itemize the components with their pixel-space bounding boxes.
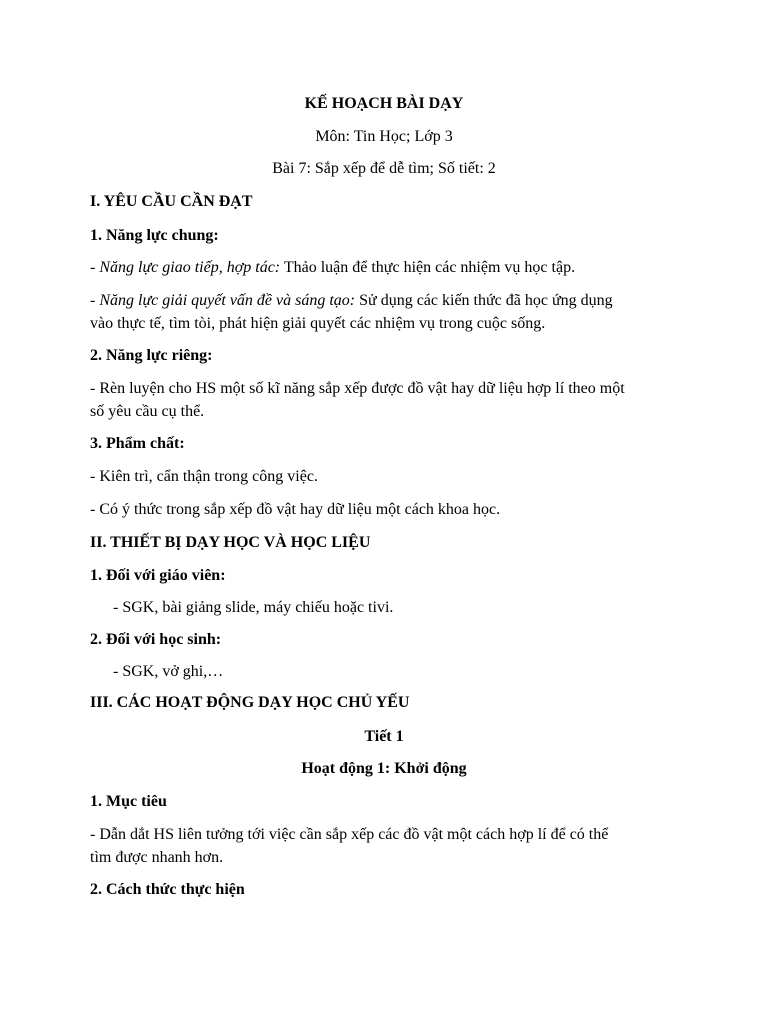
nang-luc-chung-item-2 <box>90 291 613 311</box>
nang-luc-chung-item-2-cont: vào thực tế, tìm tòi, phát hiện giải quyết các nhiệm vụ trong cuộc sống. <box>90 315 546 332</box>
item-label: - Năng lực giải quyết vấn đề và sáng tạo: <box>90 292 356 309</box>
nang-luc-rieng-item-1: - Rèn luyện cho HS một số kĩ năng sắp xếp được đồ vật hay dữ liệu hợp lí theo một <box>90 380 625 397</box>
doc-title: KẾ HOẠCH BÀI DẠY <box>304 95 464 112</box>
nang-luc-chung-heading: 1. Năng lực chung: <box>90 227 219 244</box>
muc-tieu-heading: 1. Mục tiêu <box>90 793 167 810</box>
nang-luc-rieng-heading: 2. Năng lực riêng: <box>90 347 213 364</box>
section-2-heading: II. THIẾT BỊ DẠY HỌC VÀ HỌC LIỆU <box>90 534 371 551</box>
tiet-heading: Tiết 1 <box>364 728 404 745</box>
subject-line: Môn: Tin Học; Lớp 3 <box>315 128 453 145</box>
pham-chat-item-2: - Có ý thức trong sắp xếp đồ vật hay dữ liệu một cách khoa học. <box>90 501 501 518</box>
nang-luc-rieng-item-1-cont: số yêu cầu cụ thể. <box>90 403 205 420</box>
section-3-heading: III. CÁC HOẠT ĐỘNG DẠY HỌC CHỦ YẾU <box>90 694 410 711</box>
item-text: Thảo luận để thực hiện các nhiệm vụ học tập. <box>280 259 576 276</box>
cach-thuc-heading: 2. Cách thức thực hiện <box>90 881 245 898</box>
muc-tieu-item-1: - Dẫn dắt HS liên tưởng tới việc cần sắp xếp các đồ vật một cách hợp lí để có thể <box>90 826 609 843</box>
giao-vien-item-1: - SGK, bài giảng slide, máy chiếu hoặc tivi. <box>113 599 394 616</box>
hoat-dong-1-heading: Hoạt động 1: Khởi động <box>301 760 467 777</box>
lesson-line: Bài 7: Sắp xếp để dễ tìm; Số tiết: 2 <box>272 160 496 177</box>
hoc-sinh-item-1: - SGK, vở ghi,… <box>113 663 224 680</box>
pham-chat-heading: 3. Phẩm chất: <box>90 435 185 452</box>
item-label: - Năng lực giao tiếp, hợp tác: <box>90 259 281 276</box>
hoc-sinh-heading: 2. Đối với học sinh: <box>90 631 222 648</box>
muc-tieu-item-1-cont: tìm được nhanh hơn. <box>90 849 224 866</box>
item-text: Sử dụng các kiến thức đã học ứng dụng <box>355 292 613 309</box>
giao-vien-heading: 1. Đối với giáo viên: <box>90 567 226 584</box>
section-1-heading: I. YÊU CẦU CẦN ĐẠT <box>90 193 253 210</box>
nang-luc-chung-item-1 <box>90 258 575 278</box>
pham-chat-item-1: - Kiên trì, cẩn thận trong công việc. <box>90 468 318 485</box>
